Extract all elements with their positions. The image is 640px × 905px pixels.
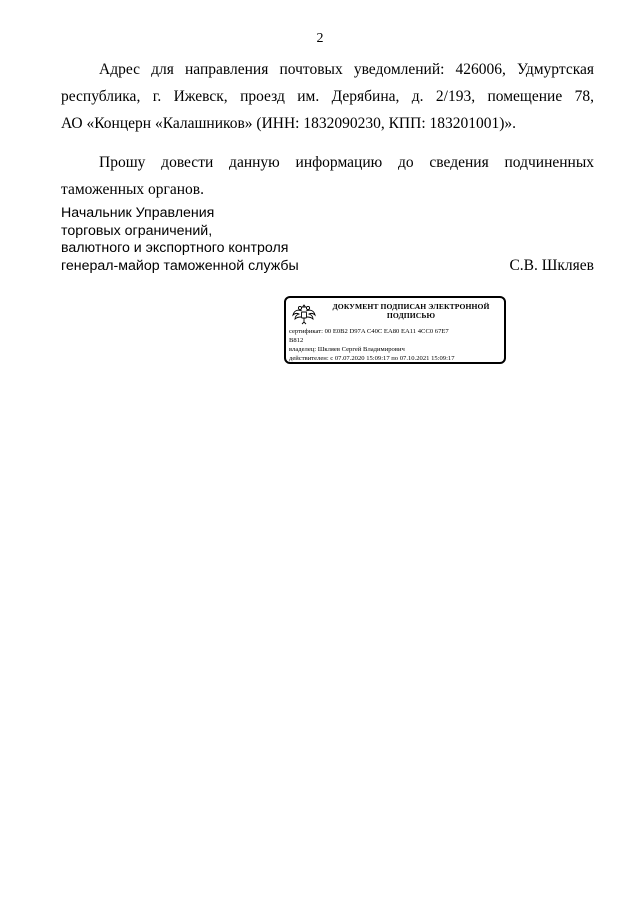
stamp-details <box>289 327 503 363</box>
electronic-signature-stamp <box>284 296 506 364</box>
double-headed-eagle-emblem-icon <box>291 301 317 327</box>
request-paragraph <box>61 149 594 203</box>
letter-body <box>61 56 594 203</box>
signer-position-line-2: торговых ограничений, <box>61 222 213 239</box>
stamp-validity: действителен: с 07.07.2020 15:09:17 по 07.10.2021 15:09:17 <box>289 355 455 362</box>
signer-position-line-4: генерал-майор таможенной службы <box>61 257 299 274</box>
signer-position-line-3: валютного и экспортного контроля <box>61 240 289 256</box>
request-line-1: Прошу довести данную информацию до сведения подчиненных <box>99 154 594 171</box>
address-paragraph <box>61 56 594 137</box>
address-line-3: АО «Концерн «Калашников» (ИНН: 1832090230, КПП: 183201001)». <box>61 115 517 132</box>
request-line-2: таможенных органов. <box>61 181 205 198</box>
address-line-2: республика, г. Ижевск, проезд им. Дерябина, д. 2/193, помещение 78, <box>61 88 594 105</box>
stamp-certificate-line-2: B812 <box>289 337 304 344</box>
stamp-certificate-line-1: сертификат: 00 E0B2 D97A C40C EA80 EA11 4CC0 67E7 <box>289 328 449 335</box>
signer-position-line-1: Начальник Управления <box>61 205 215 221</box>
stamp-owner: владелец: Шкляев Сергей Владимирович <box>289 346 405 353</box>
stamp-title: ДОКУМЕНТ ПОДПИСАН ЭЛЕКТРОННОЙ ПОДПИСЬЮ <box>332 302 490 320</box>
page-number: 2 <box>316 31 324 46</box>
signature-block <box>61 205 594 275</box>
signer-name: С.В. Шкляев <box>509 257 594 274</box>
address-line-1: Адрес для направления почтовых уведомлений: 426006, Удмуртская <box>99 61 594 78</box>
